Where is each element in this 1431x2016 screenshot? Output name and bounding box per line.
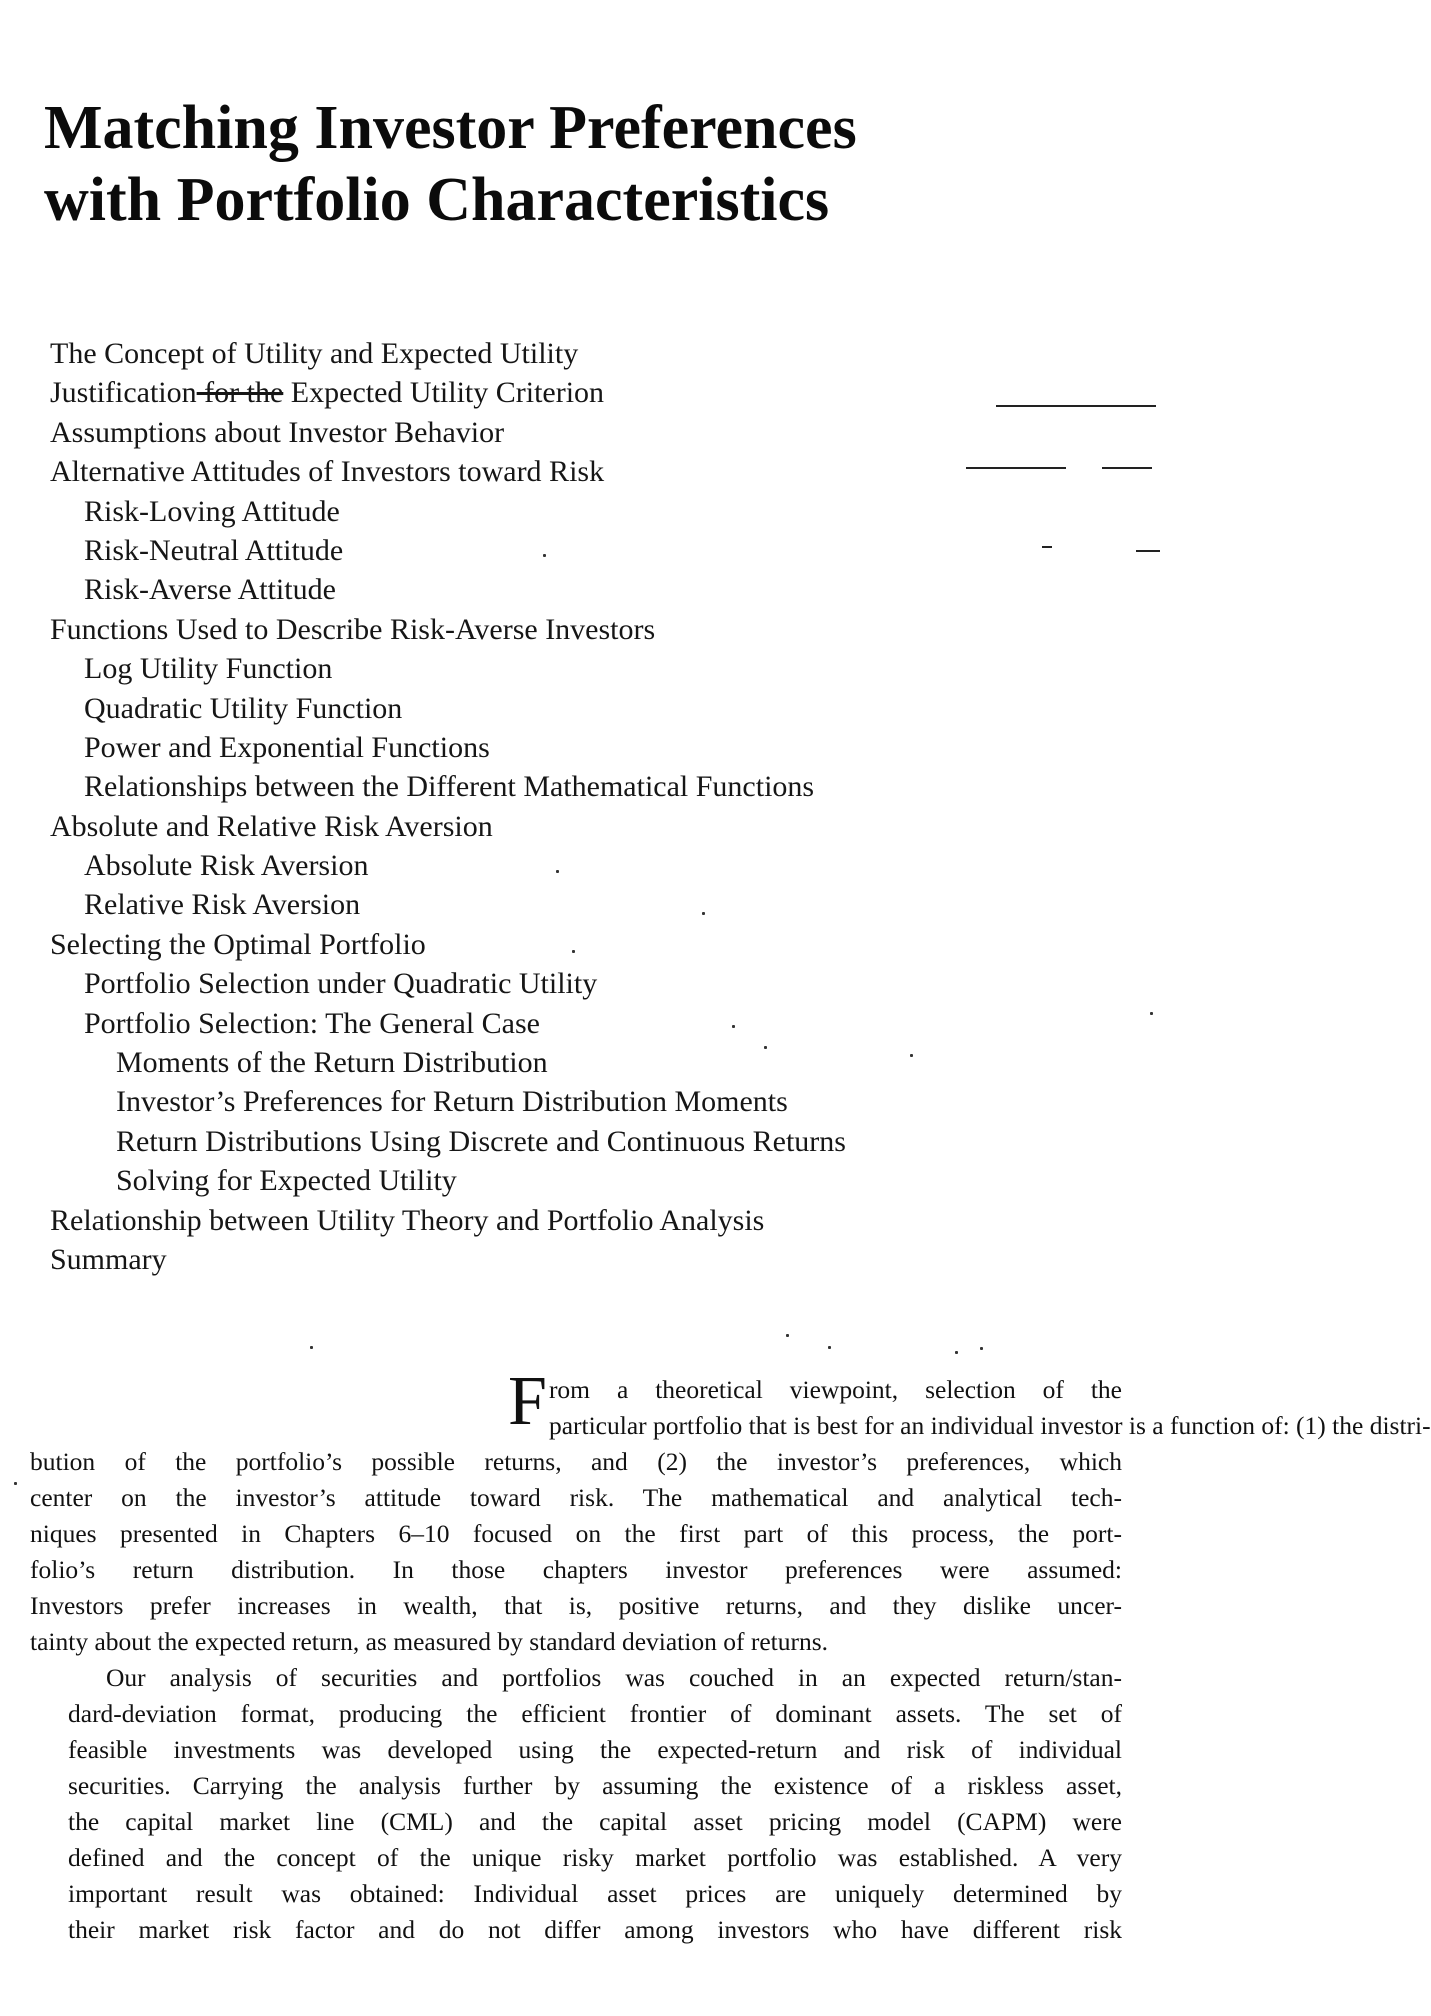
text-line: the capital market line (CML) and the capital asset pricing model (CAPM) were — [68, 1807, 1122, 1836]
outline-item: Selecting the Optimal Portfolio — [50, 927, 426, 961]
outline-item: Summary — [50, 1242, 167, 1276]
outline-subitem: Risk-Loving Attitude — [84, 494, 340, 528]
text-line: folio’s return distribution. In those chapters investor preferences were assumed: — [30, 1555, 1122, 1584]
text-line: center on the investor’s attitude toward risk. The mathematical and analytical tech- — [30, 1483, 1122, 1512]
chapter-title-line-2: with Portfolio Characteristics — [44, 166, 830, 234]
outline-subitem: Risk-Averse Attitude — [84, 573, 336, 607]
outline-subitem: Relative Risk Aversion — [84, 888, 361, 922]
scan-artifact — [1150, 1012, 1153, 1015]
outline-subsubitem: Return Distributions Using Discrete and Continuous Returns — [116, 1124, 846, 1158]
outline-subitem: Power and Exponential Functions — [84, 730, 490, 764]
outline-item: Alternative Attitudes of Investors toward Risk — [50, 455, 605, 489]
outline-item: Assumptions about Investor Behavior — [50, 415, 505, 449]
outline-subitem: Relationships between the Different Mathematical Functions — [84, 770, 815, 804]
scan-artifact — [996, 405, 1156, 407]
text-line: tainty about the expected return, as measured by standard deviation of returns. — [30, 1627, 829, 1656]
outline-item: Functions Used to Describe Risk-Averse Investors — [50, 612, 656, 646]
outline-item: Absolute and Relative Risk Aversion — [50, 809, 493, 843]
paragraph-1 — [30, 1363, 1431, 1660]
outline-item: Relationship between Utility Theory and Portfolio Analysis — [50, 1203, 765, 1237]
text-line: Investors prefer increases in wealth, that is, positive returns, and they dislike uncer- — [30, 1591, 1122, 1620]
scan-artifact — [764, 1046, 767, 1049]
scan-artifact — [14, 1482, 17, 1485]
outline-subitem: Absolute Risk Aversion — [84, 849, 369, 883]
drop-cap: F — [508, 1363, 547, 1440]
text-line: securities. Carrying the analysis further by assuming the existence of a riskless asset, — [68, 1771, 1122, 1800]
text-line: important result was obtained: Individual asset prices are uniquely determined by — [68, 1879, 1122, 1908]
struck-text: for the — [196, 376, 284, 410]
text-line: bution of the portfolio’s possible returns, and (2) the investor’s preferences, which — [30, 1447, 1122, 1476]
scan-artifact — [828, 1346, 831, 1349]
outline-subitem: Risk-Neutral Attitude — [84, 533, 344, 567]
scan-artifact — [1102, 467, 1152, 469]
scan-artifact — [732, 1025, 735, 1028]
scan-artifact — [556, 870, 559, 873]
outline-subitem: Portfolio Selection under Quadratic Utility — [84, 967, 598, 1001]
outline-subitem: Quadratic Utility Function — [84, 691, 403, 725]
scan-artifact — [1042, 546, 1052, 548]
scan-artifact — [955, 1351, 958, 1354]
scan-artifact — [1136, 550, 1160, 552]
outline-item: The Concept of Utility and Expected Utility — [50, 337, 579, 370]
text-line: feasible investments was developed using the expected-return and risk of individual — [68, 1735, 1122, 1764]
text-line: Our analysis of securities and portfolios was couched in an expected return/stan- — [106, 1663, 1122, 1692]
scan-artifact — [910, 1054, 913, 1057]
paragraph-2 — [30, 1660, 1122, 1948]
text-line: particular portfolio that is best for an individual investor is a function of: (1) the distri- — [548, 1411, 1431, 1440]
scan-artifact — [702, 912, 705, 915]
text-line: niques presented in Chapters 6–10 focused on the first part of this process, the port- — [30, 1519, 1122, 1548]
chapter-title — [44, 92, 1144, 236]
scan-artifact — [786, 1334, 789, 1337]
text-line: dard-deviation format, producing the efficient frontier of dominant assets. The set of — [68, 1699, 1122, 1728]
outline-subitem: Log Utility Function — [84, 652, 333, 686]
text-line: rom a theoretical viewpoint, selection of the — [548, 1375, 1122, 1404]
chapter-outline — [50, 334, 1170, 1279]
outline-subsubitem: Investor’s Preferences for Return Distribution Moments — [116, 1085, 788, 1119]
scan-artifact — [572, 950, 575, 953]
outline-item: Justification for the Expected Utility Criterion — [50, 376, 605, 410]
outline-subsubitem: Solving for Expected Utility — [116, 1164, 457, 1198]
scan-artifact — [543, 554, 546, 557]
text-line: their market risk factor and do not differ among investors who have different risk — [68, 1915, 1122, 1944]
scan-artifact — [966, 467, 1066, 469]
chapter-body — [30, 1363, 1431, 1948]
outline-subitem: Portfolio Selection: The General Case — [84, 1006, 540, 1040]
scan-artifact — [310, 1346, 313, 1349]
outline-subsubitem: Moments of the Return Distribution — [116, 1046, 548, 1080]
text-line: defined and the concept of the unique risky market portfolio was established. A very — [68, 1843, 1122, 1872]
scan-artifact — [980, 1347, 983, 1350]
chapter-title-line-1: Matching Investor Preferences — [44, 94, 857, 162]
